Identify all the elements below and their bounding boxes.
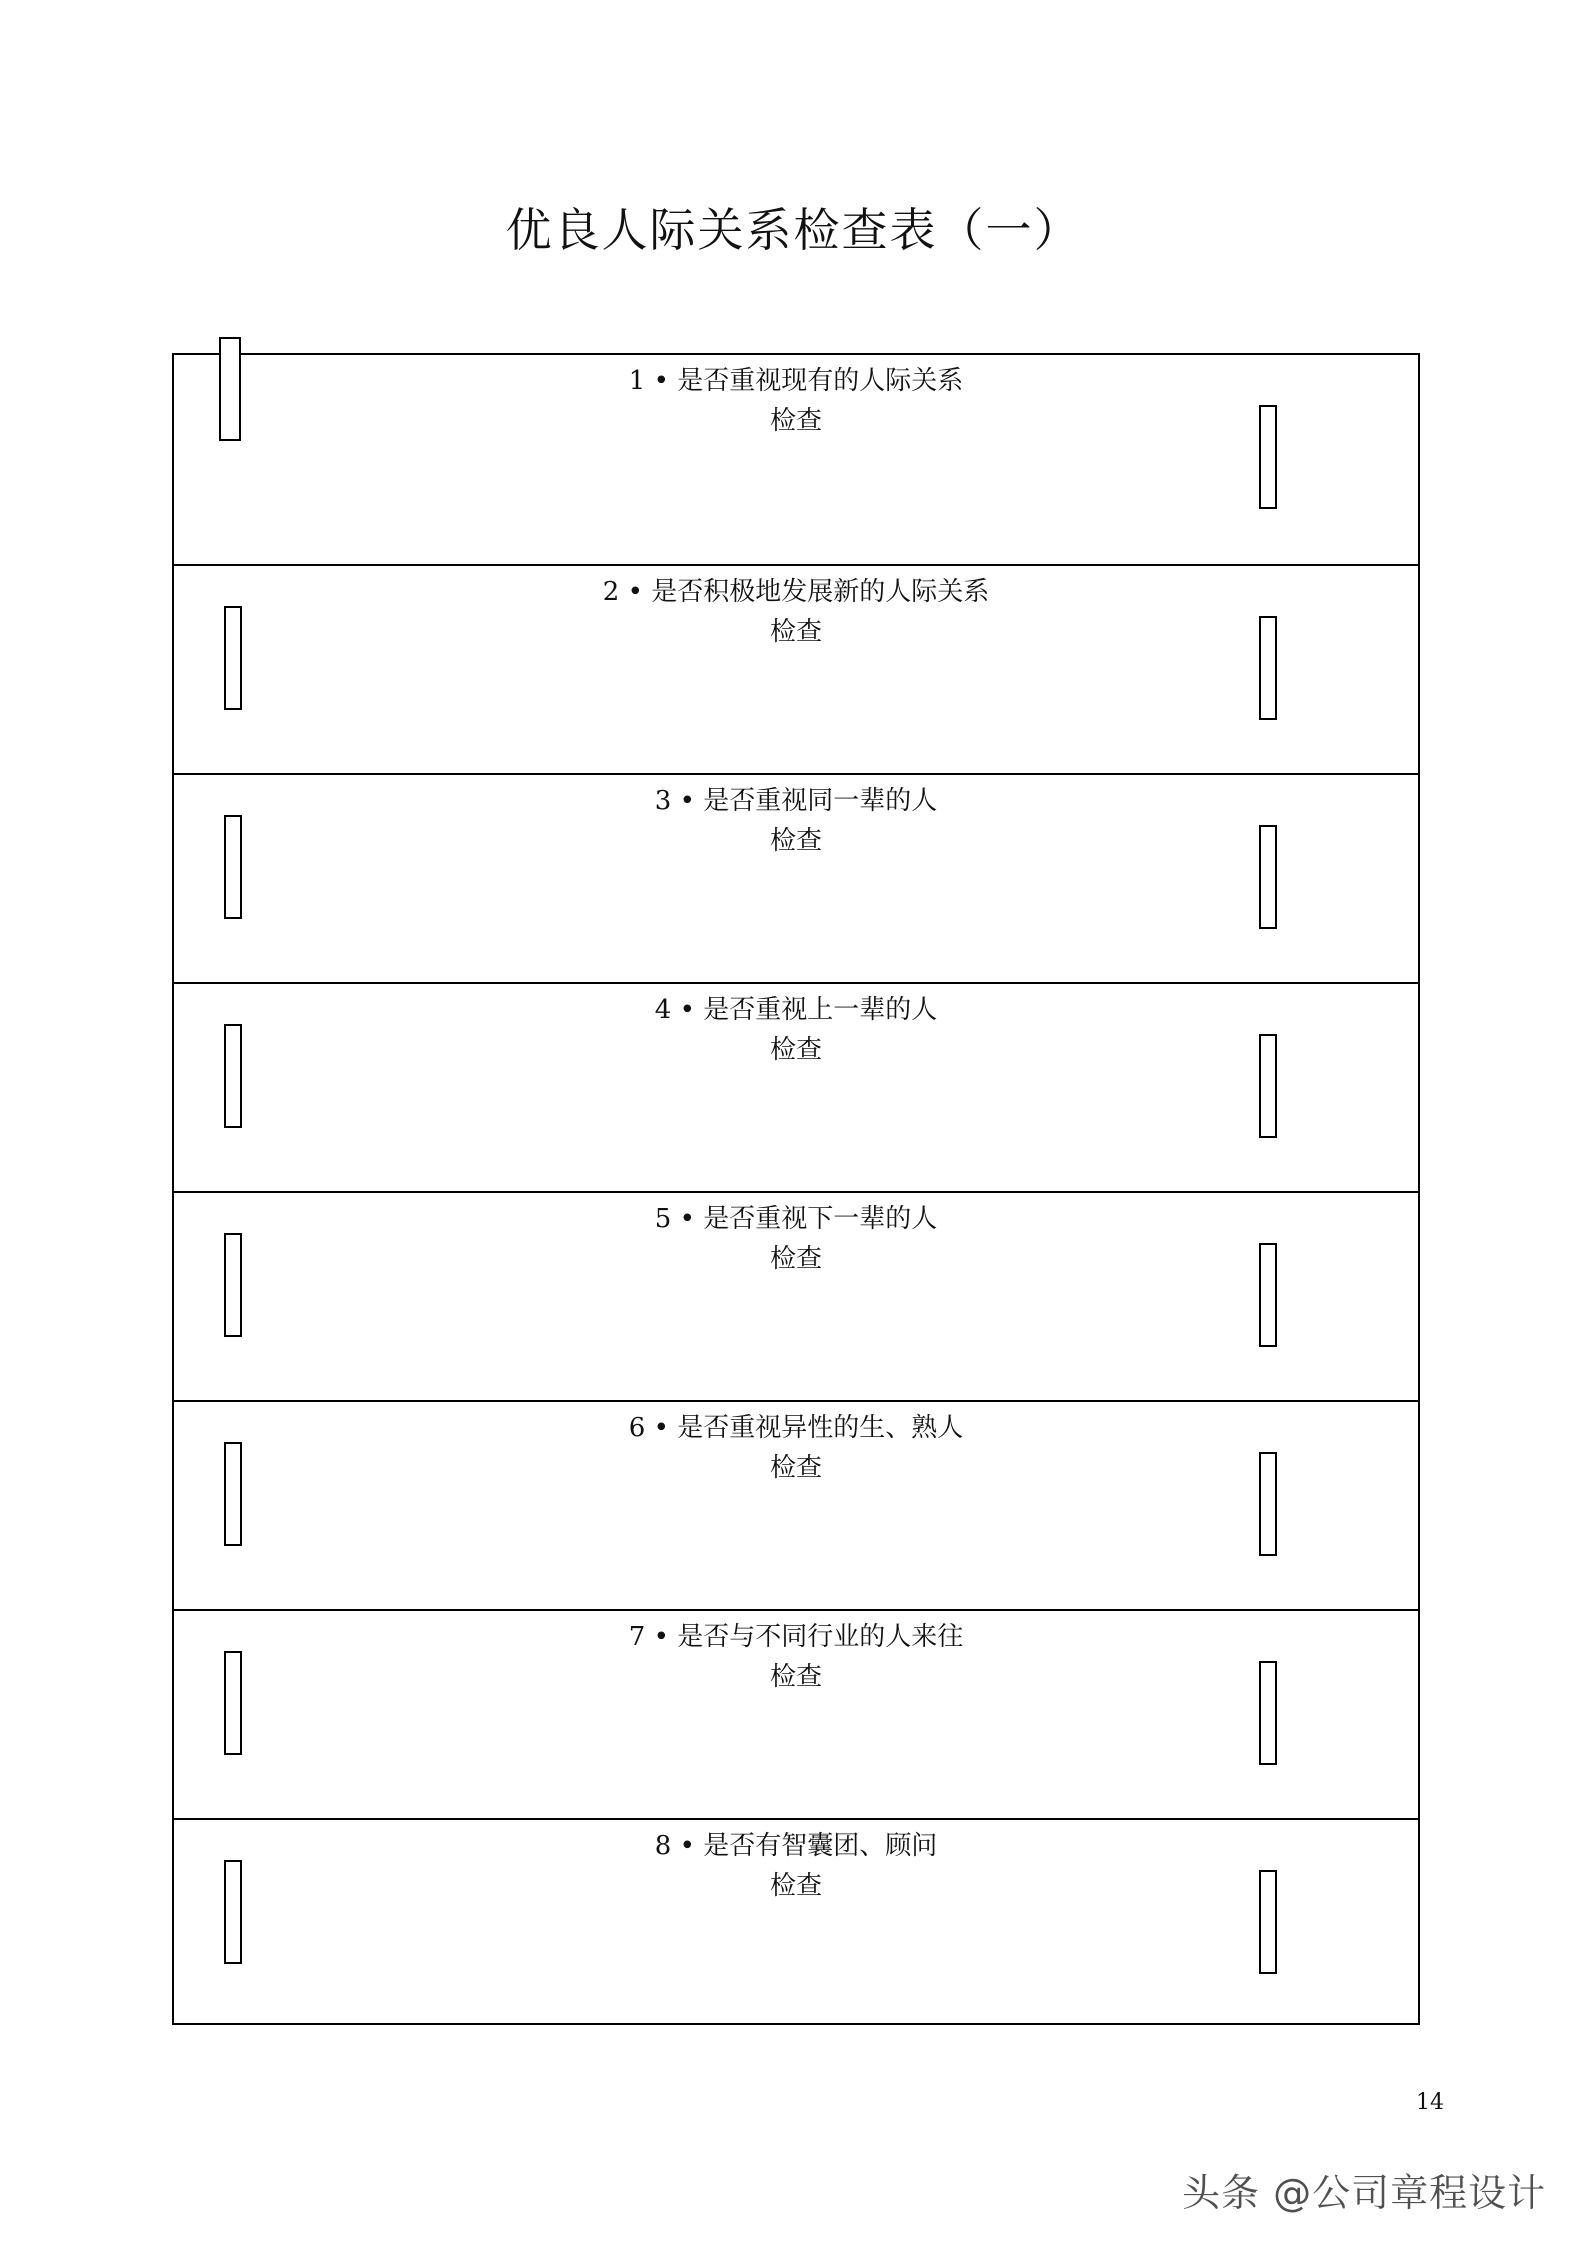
item-check-label: 检查: [769, 826, 822, 856]
checklist-row: [174, 564, 1418, 773]
item-label: 7 • 是否与不同行业的人来往: [628, 1622, 964, 1652]
item-label: 3 • 是否重视同一辈的人: [654, 786, 938, 816]
item-check-label: 检查: [769, 1035, 822, 1065]
right-checkbox[interactable]: [1259, 1034, 1277, 1138]
checklist-row: [174, 1609, 1418, 1818]
right-checkbox[interactable]: [1259, 1870, 1277, 1974]
checklist-row: [174, 1818, 1418, 2027]
checklist-table: [172, 353, 1420, 2025]
page-number: 14: [1416, 2090, 1444, 2115]
item-label: 5 • 是否重视下一辈的人: [654, 1204, 938, 1234]
item-label: 2 • 是否积极地发展新的人际关系: [602, 577, 990, 607]
right-checkbox[interactable]: [1259, 616, 1277, 720]
right-checkbox[interactable]: [1259, 1661, 1277, 1765]
checklist-row: [174, 1400, 1418, 1609]
page-title: 优良人际关系检查表（一）: [505, 203, 1082, 257]
item-check-label: 检查: [769, 406, 822, 436]
right-checkbox[interactable]: [1259, 825, 1277, 929]
right-checkbox[interactable]: [1259, 1243, 1277, 1347]
item-check-label: 检查: [769, 1453, 822, 1483]
checklist-row: [174, 1191, 1418, 1400]
checklist-row: [174, 982, 1418, 1191]
item-label: 1 • 是否重视现有的人际关系: [628, 366, 964, 396]
item-check-label: 检查: [769, 1662, 822, 1692]
right-checkbox[interactable]: [1259, 1452, 1277, 1556]
right-checkbox[interactable]: [1259, 405, 1277, 509]
checklist-row: [174, 355, 1418, 564]
item-check-label: 检查: [769, 617, 822, 647]
item-label: 8 • 是否有智囊团、顾问: [654, 1831, 938, 1861]
watermark: 头条 @公司章程设计: [1182, 2171, 1547, 2215]
item-check-label: 检查: [769, 1871, 822, 1901]
item-label: 4 • 是否重视上一辈的人: [654, 995, 938, 1025]
item-label: 6 • 是否重视异性的生、熟人: [628, 1413, 964, 1443]
item-check-label: 检查: [769, 1244, 822, 1274]
checklist-row: [174, 773, 1418, 982]
